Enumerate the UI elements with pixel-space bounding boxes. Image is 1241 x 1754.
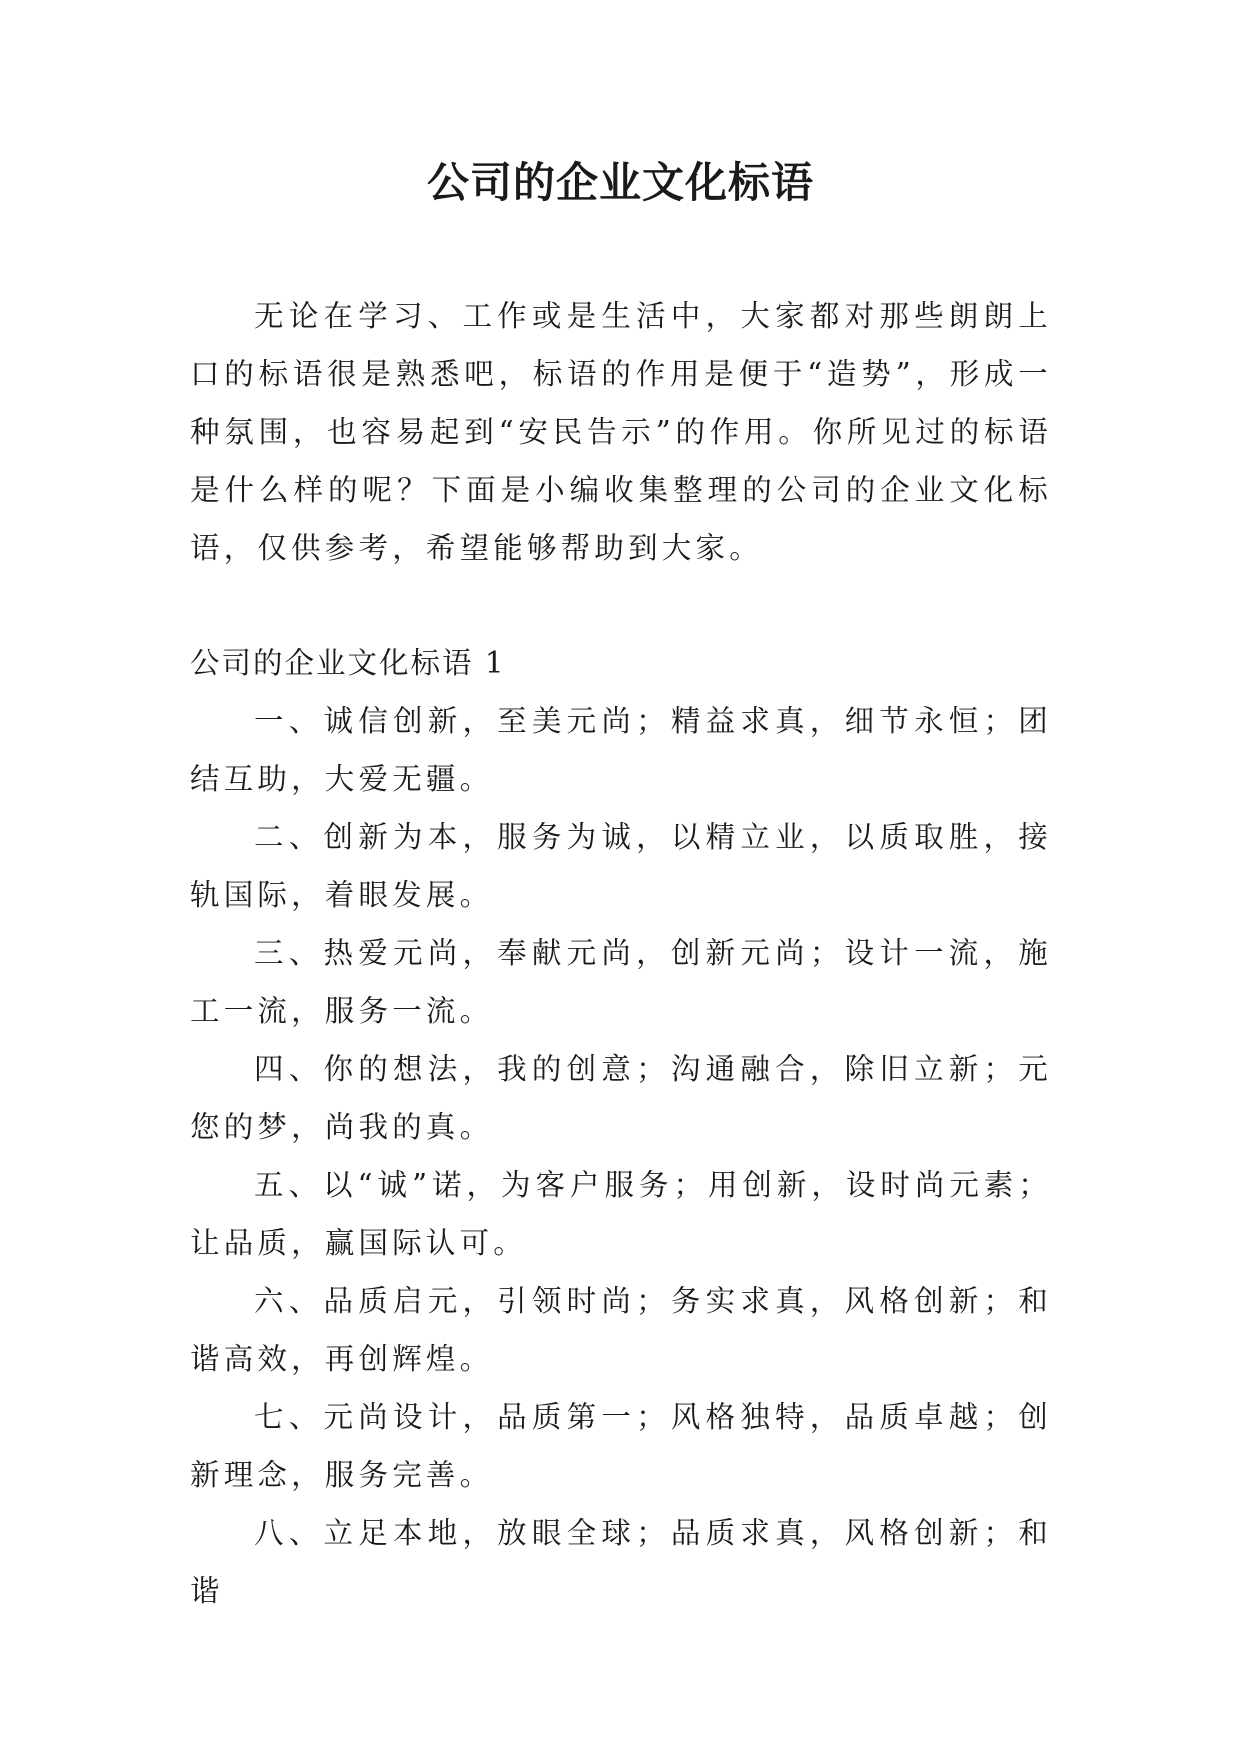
slogan-list	[190, 692, 1052, 1620]
slogan-item-2: 二、创新为本，服务为诚，以精立业，以质取胜，接轨国际，着眼发展。	[190, 820, 1052, 912]
section-heading: 公司的企业文化标语 1	[190, 646, 506, 680]
slogan-item-7: 七、元尚设计，品质第一；风格独特，品质卓越；创新理念，服务完善。	[190, 1400, 1052, 1492]
slogan-item-1: 一、诚信创新，至美元尚；精益求真，细节永恒；团结互助，大爱无疆。	[190, 704, 1052, 796]
slogan-item-8: 八、立足本地，放眼全球；品质求真，风格创新；和谐	[190, 1516, 1052, 1608]
slogan-item-5: 五、以“诚”诺，为客户服务；用创新，设时尚元素；让品质，赢国际认可。	[190, 1168, 1052, 1260]
slogan-item-6: 六、品质启元，引领时尚；务实求真，风格创新；和谐高效，再创辉煌。	[190, 1284, 1052, 1376]
slogan-item-4: 四、你的想法，我的创意；沟通融合，除旧立新；元您的梦，尚我的真。	[190, 1052, 1052, 1144]
intro-paragraph: 无论在学习、工作或是生活中，大家都对那些朗朗上口的标语很是熟悉吧，标语的作用是便于“造势”，形成一种氛围，也容易起到“安民告示”的作用。你所见过的标语是什么样的呢？下面是小编收集整理的公司的企业文化标语，仅供参考，希望能够帮助到大家。	[190, 299, 1052, 565]
document-title: 公司的企业文化标语	[426, 158, 814, 207]
slogan-item-3: 三、热爱元尚，奉献元尚，创新元尚；设计一流，施工一流，服务一流。	[190, 936, 1052, 1028]
